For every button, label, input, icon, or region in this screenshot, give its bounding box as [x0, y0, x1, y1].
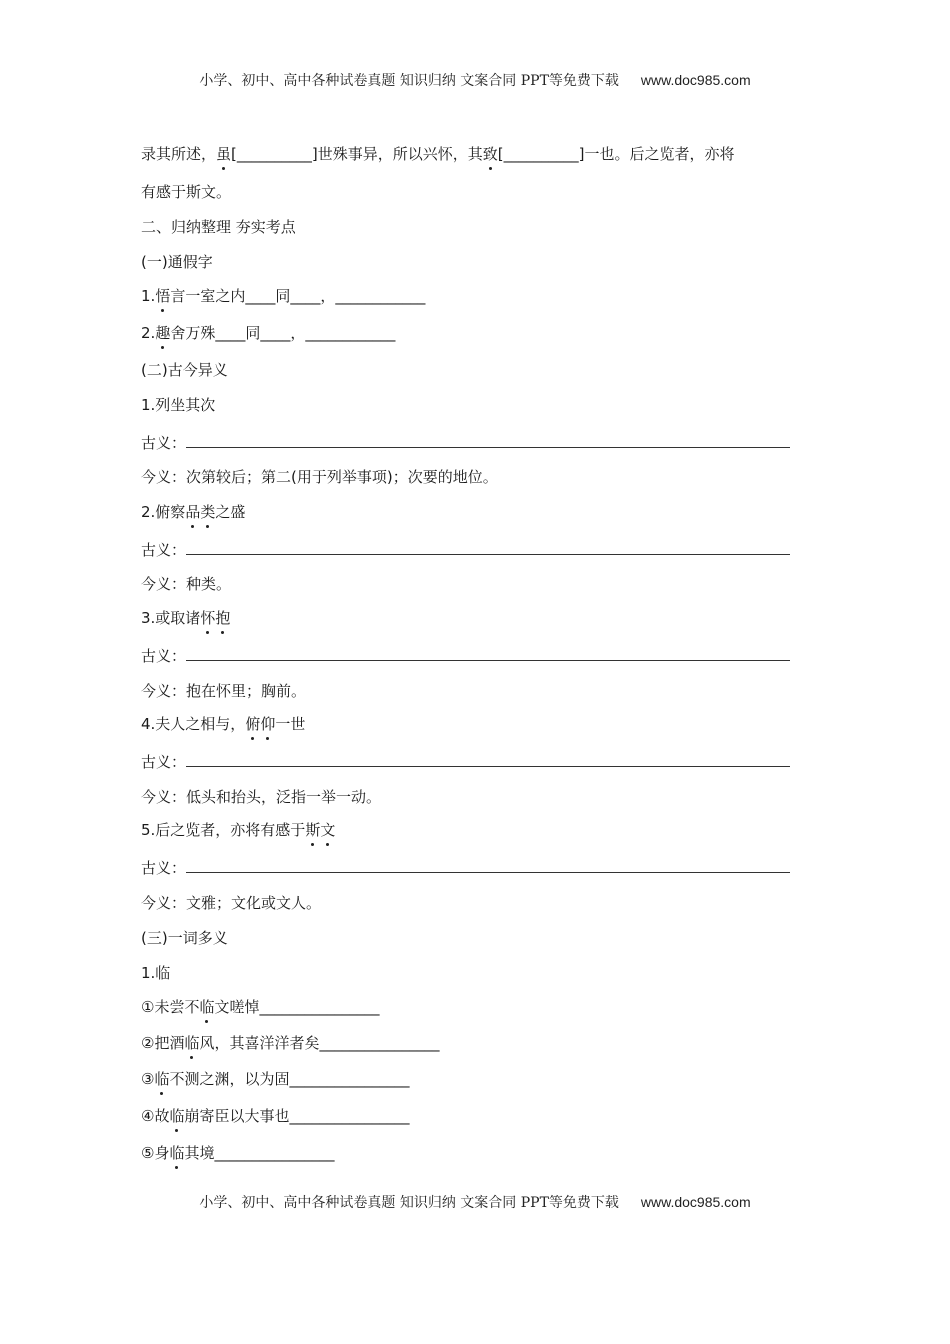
- header-url[interactable]: www.doc985.com: [640, 72, 751, 88]
- yici-word: 1.临: [141, 964, 171, 982]
- tongjia-title: (一)通假字: [141, 253, 213, 271]
- yici-item-3: ③临不测之渊，以为固________________: [141, 1070, 410, 1088]
- answer-blank[interactable]: [186, 751, 790, 767]
- dotted-char: 品: [185, 503, 201, 521]
- footer-text: 小学、初中、高中各种试卷真题 知识归纳 文案合同 PPT等免费下载: [199, 1195, 619, 1211]
- gujin-q3: 3.或取诸怀抱: [141, 609, 231, 627]
- gujin-q2-jin: 今义：种类。: [141, 575, 232, 593]
- dotted-char: 俯: [245, 715, 261, 733]
- gujin-q4-gu: 古义：: [141, 751, 790, 772]
- answer-blank[interactable]: [186, 857, 790, 873]
- gujin-q4-jin: 今义：低头和抬头，泛指一举一动。: [141, 788, 382, 806]
- gujin-q4: 4.夫人之相与，俯仰一世: [141, 715, 306, 733]
- gujin-q5-jin: 今义：文雅；文化或文人。: [141, 894, 322, 912]
- yici-item-4: ④故临崩寄臣以大事也________________: [141, 1107, 410, 1125]
- section-title: 二、归纳整理 夯实考点: [141, 218, 296, 236]
- dotted-char: 临: [154, 1070, 170, 1088]
- answer-blank[interactable]: [186, 645, 790, 661]
- footer-url[interactable]: www.doc985.com: [640, 1194, 751, 1210]
- dotted-char: 趣: [155, 324, 171, 342]
- gujin-title: (二)古今异义: [141, 361, 228, 379]
- dotted-char: 斯: [305, 821, 321, 839]
- dotted-char: 临: [184, 1034, 200, 1052]
- gujin-q2: 2.俯察品类之盛: [141, 503, 246, 521]
- dotted-char: 文: [320, 821, 336, 839]
- yici-item-5: ⑤身临其境________________: [141, 1144, 335, 1162]
- yici-item-2: ②把酒临风，其喜洋洋者矣________________: [141, 1034, 440, 1052]
- dotted-char: 怀: [200, 609, 216, 627]
- tongjia-item-1: 1.悟言一室之内____同____，____________: [141, 287, 426, 305]
- header-text: 小学、初中、高中各种试卷真题 知识归纳 文案合同 PPT等免费下载: [199, 73, 619, 89]
- dotted-char: 临: [169, 1144, 185, 1162]
- gujin-q1: 1.列坐其次: [141, 396, 216, 414]
- gujin-q5: 5.后之览者，亦将有感于斯文: [141, 821, 336, 839]
- dotted-char: 临: [169, 1107, 185, 1125]
- dotted-char: 类: [200, 503, 216, 521]
- dotted-char: 悟: [155, 287, 171, 305]
- tongjia-item-2: 2.趣舍万殊____同____，____________: [141, 324, 396, 342]
- gujin-q3-jin: 今义：抱在怀里；胸前。: [141, 682, 307, 700]
- answer-blank[interactable]: [186, 539, 790, 555]
- page-header: [0, 70, 950, 90]
- intro-line-2: 有感于斯文。: [141, 183, 232, 201]
- intro-line-1: 录其所述，虽[__________]世殊事异，所以兴怀，其致[__________]一也。后之览者，亦将: [141, 145, 735, 163]
- dotted-char: 虽: [216, 145, 232, 163]
- gujin-q1-gu: 古义：: [141, 432, 790, 453]
- yici-title: (三)一词多义: [141, 929, 228, 947]
- dotted-char: 临: [199, 998, 215, 1016]
- dotted-char: 仰: [260, 715, 276, 733]
- gujin-q3-gu: 古义：: [141, 645, 790, 666]
- gujin-q2-gu: 古义：: [141, 539, 790, 560]
- gujin-q5-gu: 古义：: [141, 857, 790, 878]
- page-footer: [0, 1192, 950, 1212]
- dotted-char: 抱: [215, 609, 231, 627]
- gujin-q1-jin: 今义：次第较后；第二(用于列举事项)；次要的地位。: [141, 468, 498, 486]
- yici-item-1: ①未尝不临文嗟悼________________: [141, 998, 380, 1016]
- answer-blank[interactable]: [186, 432, 790, 448]
- dotted-char: 致: [482, 145, 498, 163]
